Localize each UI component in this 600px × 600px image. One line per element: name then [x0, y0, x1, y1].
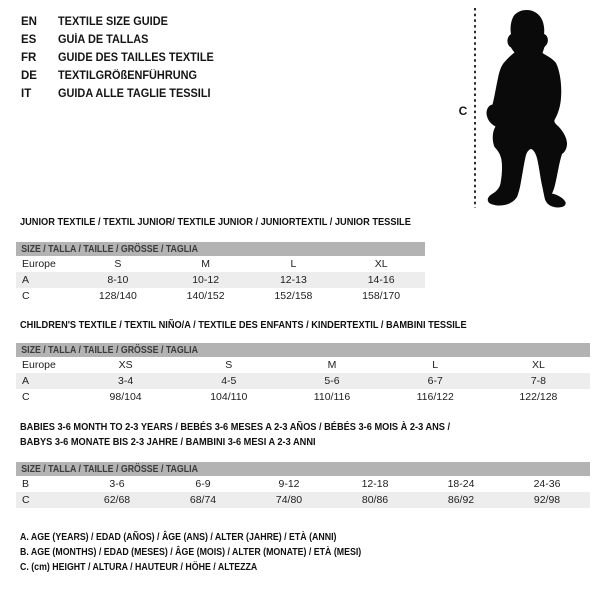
size-cell: 140/152 — [186, 290, 225, 302]
size-cell: 9-12 — [278, 478, 300, 490]
size-cell: L — [290, 258, 297, 270]
size-cell: 98/104 — [109, 391, 142, 403]
size-cell: 18-24 — [447, 478, 475, 490]
table-row — [16, 357, 590, 373]
size-cell: 4-5 — [221, 375, 237, 387]
table-row — [16, 476, 590, 492]
size-cell: S — [114, 258, 122, 270]
table-header-band — [16, 242, 425, 256]
size-cell: 92/98 — [533, 494, 561, 506]
size-cell: 3-6 — [109, 478, 125, 490]
size-cell: 152/158 — [274, 290, 313, 302]
language-row — [21, 31, 222, 49]
size-cell: 80/86 — [361, 494, 389, 506]
row-label: Europe — [22, 359, 56, 371]
row-label: Europe — [22, 258, 56, 270]
height-measure-figure — [440, 0, 600, 215]
guide-title: GUIDE DES TAILLES TEXTILE — [58, 52, 214, 64]
size-cell: 24-36 — [533, 478, 561, 490]
size-cell: XS — [118, 359, 133, 371]
size-cell: 128/140 — [98, 290, 137, 302]
table-header-label: SIZE / TALLA / TAILLE / GRÖSSE / TAGLIA — [21, 463, 198, 475]
row-label: C — [22, 391, 30, 403]
language-code: ES — [21, 34, 37, 46]
table-row — [16, 256, 425, 272]
table-title-text: BABYS 3-6 MONATE BIS 2-3 JAHRE / BAMBINI 3-6 MESI A 2-3 ANNI — [20, 436, 316, 448]
size-cell: 3-4 — [118, 375, 134, 387]
guide-title: TEXTILGRÖßENFÜHRUNG — [58, 70, 197, 82]
language-row — [21, 67, 222, 85]
size-cell: 12-18 — [361, 478, 389, 490]
guide-title: TEXTILE SIZE GUIDE — [58, 16, 168, 28]
size-cell: 110/116 — [313, 391, 351, 403]
size-cell: 158/170 — [362, 290, 401, 302]
language-row — [21, 85, 222, 103]
size-cell: 86/92 — [447, 494, 475, 506]
guide-title: GUIDA ALLE TAGLIE TESSILI — [58, 88, 211, 100]
children-table-title — [20, 318, 528, 332]
table-header-label: SIZE / TALLA / TAILLE / GRÖSSE / TAGLIA — [21, 243, 198, 255]
size-cell: 7-8 — [530, 375, 546, 387]
size-cell: 74/80 — [275, 494, 303, 506]
legend-text: A. AGE (YEARS) / EDAD (AÑOS) / ÂGE (ANS) / ALTER (JAHRE) / ETÀ (ANNI) — [20, 532, 337, 543]
babies-size-table — [16, 462, 590, 508]
language-code: FR — [21, 52, 37, 64]
legend-text: C. (cm) HEIGHT / ALTURA / HAUTEUR / HÖHE / ALTEZZA — [20, 562, 258, 573]
size-cell: L — [432, 359, 439, 371]
language-guide — [21, 13, 222, 103]
size-cell: S — [225, 359, 233, 371]
table-header-band — [16, 462, 590, 476]
language-code: DE — [21, 70, 37, 82]
table-row — [16, 389, 590, 405]
legend-line — [20, 560, 408, 575]
size-cell: 116/122 — [416, 391, 454, 403]
size-cell: M — [327, 359, 337, 371]
legend-line — [20, 530, 408, 545]
children-size-table — [16, 343, 590, 405]
language-code: IT — [21, 88, 32, 100]
size-cell: 122/128 — [519, 391, 558, 403]
junior-table-title — [20, 215, 464, 229]
row-label: A — [22, 274, 30, 286]
legend-line — [20, 545, 408, 560]
junior-size-table — [16, 242, 425, 304]
row-label: B — [22, 478, 30, 490]
babies-table-title — [20, 420, 509, 450]
language-code: EN — [21, 16, 37, 28]
size-cell: XL — [531, 359, 545, 371]
size-cell: XL — [374, 258, 388, 270]
size-cell: 8-10 — [107, 274, 129, 286]
legend — [20, 530, 408, 575]
table-row — [16, 288, 425, 304]
table-row — [16, 492, 590, 508]
row-label: C — [22, 290, 30, 302]
row-label: C — [22, 494, 30, 506]
size-cell: 12-13 — [279, 274, 307, 286]
height-letter-label: C — [458, 104, 468, 118]
size-cell: 62/68 — [103, 494, 131, 506]
size-cell: M — [201, 258, 210, 270]
language-row — [21, 13, 222, 31]
table-header-label: SIZE / TALLA / TAILLE / GRÖSSE / TAGLIA — [21, 344, 198, 356]
size-cell: 14-16 — [367, 274, 395, 286]
size-cell: 5-6 — [324, 375, 340, 387]
table-title-text: JUNIOR TEXTILE / TEXTIL JUNIOR/ TEXTILE JUNIOR / JUNIORTEXTIL / JUNIOR TESSILE — [20, 216, 411, 228]
size-cell: 6-7 — [427, 375, 443, 387]
toddler-silhouette — [487, 10, 568, 208]
size-cell: 68/74 — [189, 494, 217, 506]
size-cell: 6-9 — [195, 478, 211, 490]
table-header-band — [16, 343, 590, 357]
table-row — [16, 373, 590, 389]
table-row — [16, 272, 425, 288]
table-title-text: BABIES 3-6 MONTH TO 2-3 YEARS / BEBÉS 3-6 MESES A 2-3 AÑOS / BÉBÉS 3-6 MOIS À 2-3 ANS / — [20, 421, 451, 433]
size-cell: 104/110 — [210, 391, 248, 403]
guide-title: GUÍA DE TALLAS — [58, 34, 149, 46]
row-label: A — [22, 375, 30, 387]
legend-text: B. AGE (MONTHS) / EDAD (MESES) / ÂGE (MOIS) / ALTER (MONATE) / ETÀ (MESI) — [20, 547, 362, 558]
size-cell: 10-12 — [192, 274, 220, 286]
table-title-text: CHILDREN'S TEXTILE / TEXTIL NIÑO/A / TEXTILE DES ENFANTS / KINDERTEXTIL / BAMBINI TESSILE — [20, 319, 467, 331]
language-row — [21, 49, 222, 67]
